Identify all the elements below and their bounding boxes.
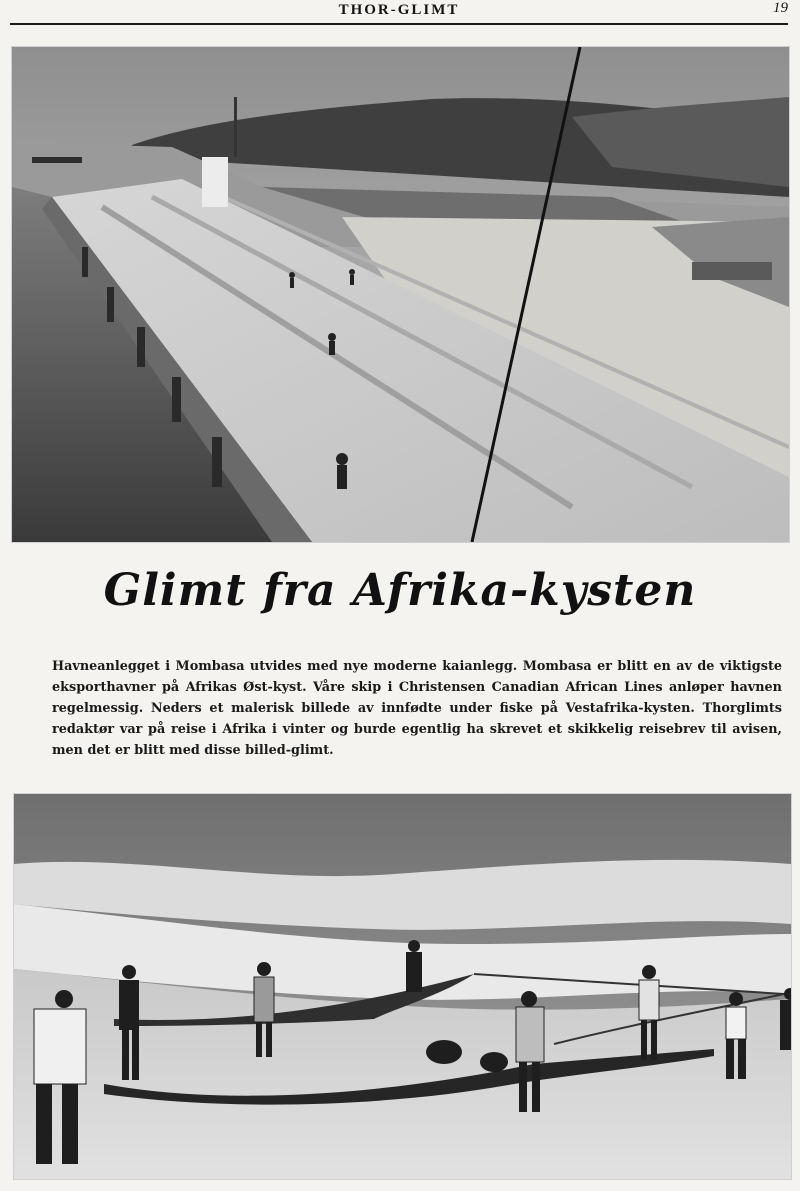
- page-header: [10, 0, 788, 24]
- magazine-title: THOR-GLIMT: [338, 2, 460, 18]
- fishing-photo: [13, 793, 792, 1180]
- harbour-photo: [11, 46, 790, 543]
- article-headline: Glimt fra Afrika-kysten: [103, 565, 697, 616]
- header-rule: [10, 23, 788, 25]
- page-number: 19: [773, 0, 788, 16]
- article-body: Havneanlegget i Mombasa utvides med nye moderne kaianlegg. Mombasa er blitt en av de viktigste eksporthavner på Afrikas Øst-kyst. Våre skip i Christensen Canadian African Lines anløper havnen regelmessig. Neders et malerisk billede av innfødte under fiske på Vestafrika-kysten. Thorglimts redaktør var på reise i Afrika i vinter og burde egentlig ha skrevet et skikkelig reisebrev til avisen, men det er blitt med disse billed-glimt.: [52, 659, 782, 758]
